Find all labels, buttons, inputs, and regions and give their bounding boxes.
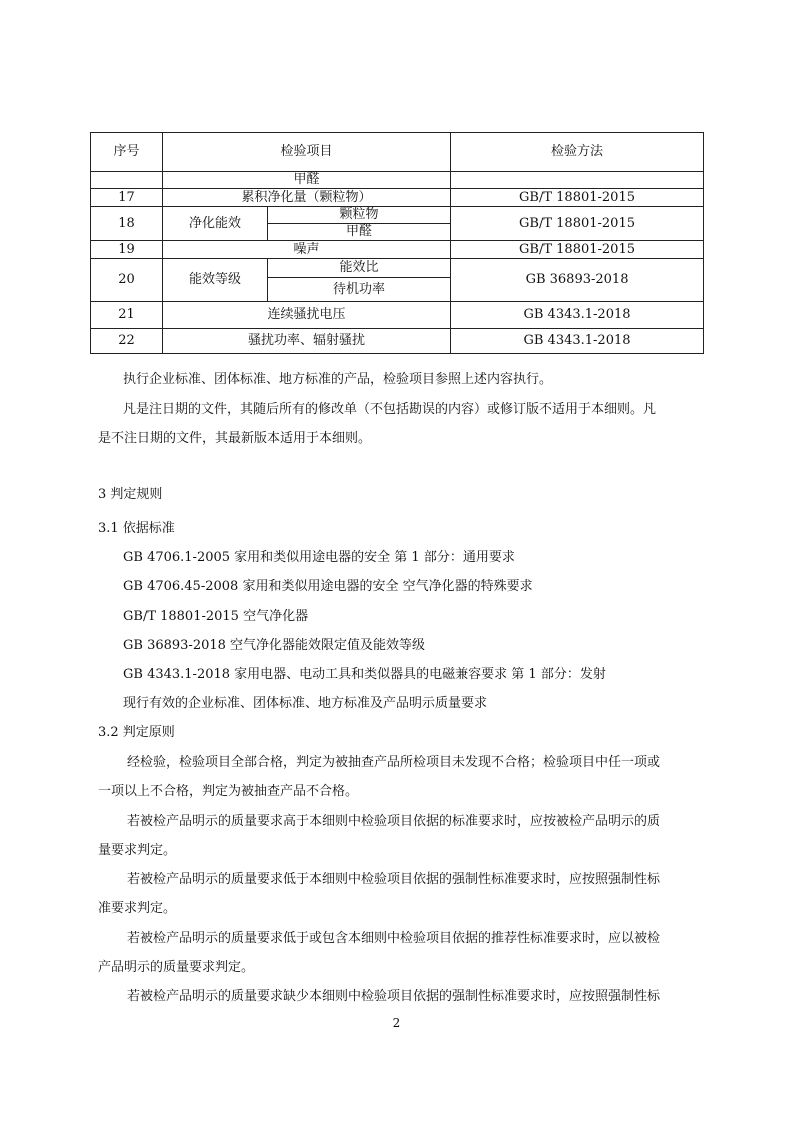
cell-item: 连续骚扰电压 [163,302,451,329]
subsection-heading: 3.2 判定原则 [98,725,175,740]
cell-method: GB/T 18801-2015 [451,189,704,207]
cell-index: 19 [91,241,163,259]
cell-sub-item: 甲醛 [268,224,451,241]
cell-group: 净化能效 [163,207,268,241]
cell-group: 能效等级 [163,259,268,302]
cell-item: 骚扰功率、辐射骚扰 [163,329,451,354]
table-row [91,259,704,278]
standard-item: GB/T 18801-2015 空气净化器 [123,609,309,624]
note-paragraph-line: 是不注日期的文件，其最新版本适用于本细则。 [98,431,372,446]
principle-paragraph-line: 若被检产品明示的质量要求低于本细则中检验项目依据的强制性标准要求时，应按照强制性标 [127,872,661,887]
principle-paragraph-line: 一项以上不合格，判定为被抽查产品不合格。 [98,784,359,799]
header-method: 检验方法 [451,133,704,172]
subsection-heading: 3.1 依据标准 [98,521,175,536]
standard-item: GB 4343.1-2018 家用电器、电动工具和类似器具的电磁兼容要求 第 1 部分：发射 [123,667,606,682]
standard-item: GB 4706.45-2008 家用和类似用途电器的安全 空气净化器的特殊要求 [123,579,533,594]
note-paragraph: 执行企业标准、团体标准、地方标准的产品，检验项目参照上述内容执行。 [123,372,553,387]
cell-item: 噪声 [163,241,451,259]
table-row [91,189,704,207]
cell-sub-item: 颗粒物 [268,207,451,224]
principle-paragraph-line: 量要求判定。 [98,843,177,858]
table-row [91,207,704,224]
standard-item: GB 4706.1-2005 家用和类似用途电器的安全 第 1 部分：通用要求 [123,550,515,565]
principle-paragraph-line: 若被检产品明示的质量要求高于本细则中检验项目依据的标准要求时，应按被检产品明示的质 [127,814,661,829]
cell-continuation: 甲醛 [163,172,451,189]
cell-method: GB 36893-2018 [451,259,704,302]
cell-sub-item: 待机功率 [268,278,451,302]
header-index: 序号 [91,133,163,172]
cell-item: 累积净化量（颗粒物） [163,189,451,207]
section-heading: 3 判定规则 [98,487,163,502]
cell-sub-item: 能效比 [268,259,451,278]
note-paragraph-line: 凡是注日期的文件，其随后所有的修改单（不包括勘误的内容）或修订版不适用于本细则。凡 [123,402,657,417]
standard-item: GB 36893-2018 空气净化器能效限定值及能效等级 [123,638,426,653]
cell-index: 17 [91,189,163,207]
cell-index: 21 [91,302,163,329]
principle-paragraph-line: 产品明示的质量要求判定。 [98,960,255,975]
inspection-table [90,132,704,354]
table-header-row [91,133,704,172]
cell-index: 22 [91,329,163,354]
cell-method: GB/T 18801-2015 [451,241,704,259]
header-item: 检验项目 [163,133,451,172]
cell-index: 20 [91,259,163,302]
principle-paragraph-line: 经检验，检验项目全部合格，判定为被抽查产品所检项目未发现不合格；检验项目中任一项或 [127,755,661,770]
principle-paragraph-line: 若被检产品明示的质量要求缺少本细则中检验项目依据的强制性标准要求时，应按照强制性标 [127,989,661,1004]
principle-paragraph-line: 准要求判定。 [98,901,177,916]
cell-index: 18 [91,207,163,241]
table-row [91,172,704,189]
page-number: 2 [392,1016,401,1030]
cell-method: GB 4343.1-2018 [451,329,704,354]
standard-item: 现行有效的企业标准、团体标准、地方标准及产品明示质量要求 [123,696,488,711]
table-row [91,302,704,329]
principle-paragraph-line: 若被检产品明示的质量要求低于或包含本细则中检验项目依据的推荐性标准要求时，应以被检 [127,931,661,946]
table-row [91,241,704,259]
cell-method: GB 4343.1-2018 [451,302,704,329]
cell-method: GB/T 18801-2015 [451,207,704,241]
table-row [91,329,704,354]
